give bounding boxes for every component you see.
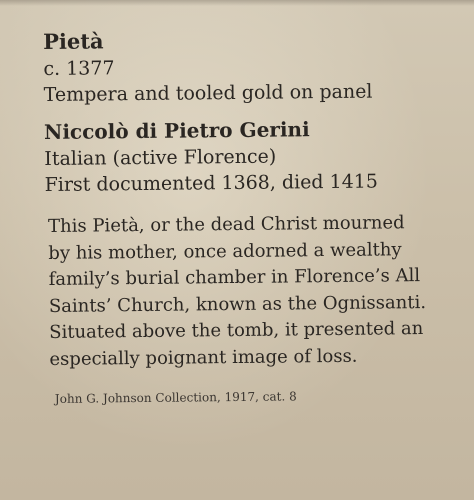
artist-nationality: Italian (active Florence) (44, 145, 277, 170)
description-line: Saints’ Church, known as the Ognissanti. (48, 291, 427, 317)
artwork-date: c. 1377 (43, 57, 115, 80)
artist-name: Niccolò di Pietro Gerini (43, 117, 310, 144)
artwork-title: Pietà (43, 28, 104, 54)
artist-dates: First documented 1368, died 1415 (44, 170, 379, 196)
label-text-block (43, 24, 467, 407)
top-shadow (0, 0, 474, 6)
description-line: This Pietà, or the dead Christ mourned (47, 212, 405, 237)
description-paragraph (47, 210, 427, 373)
description-line: by his mother, once adorned a wealthy (48, 238, 402, 264)
artwork-medium: Tempera and tooled gold on panel (43, 80, 373, 106)
description-line: Situated above the tomb, it presented an (49, 318, 424, 343)
description-line: family’s burial chamber in Florence’s All (48, 265, 421, 290)
credit-line: John G. Johnson Collection, 1917, cat. 8 (54, 389, 297, 406)
description-line: especially poignant image of loss. (49, 345, 358, 370)
